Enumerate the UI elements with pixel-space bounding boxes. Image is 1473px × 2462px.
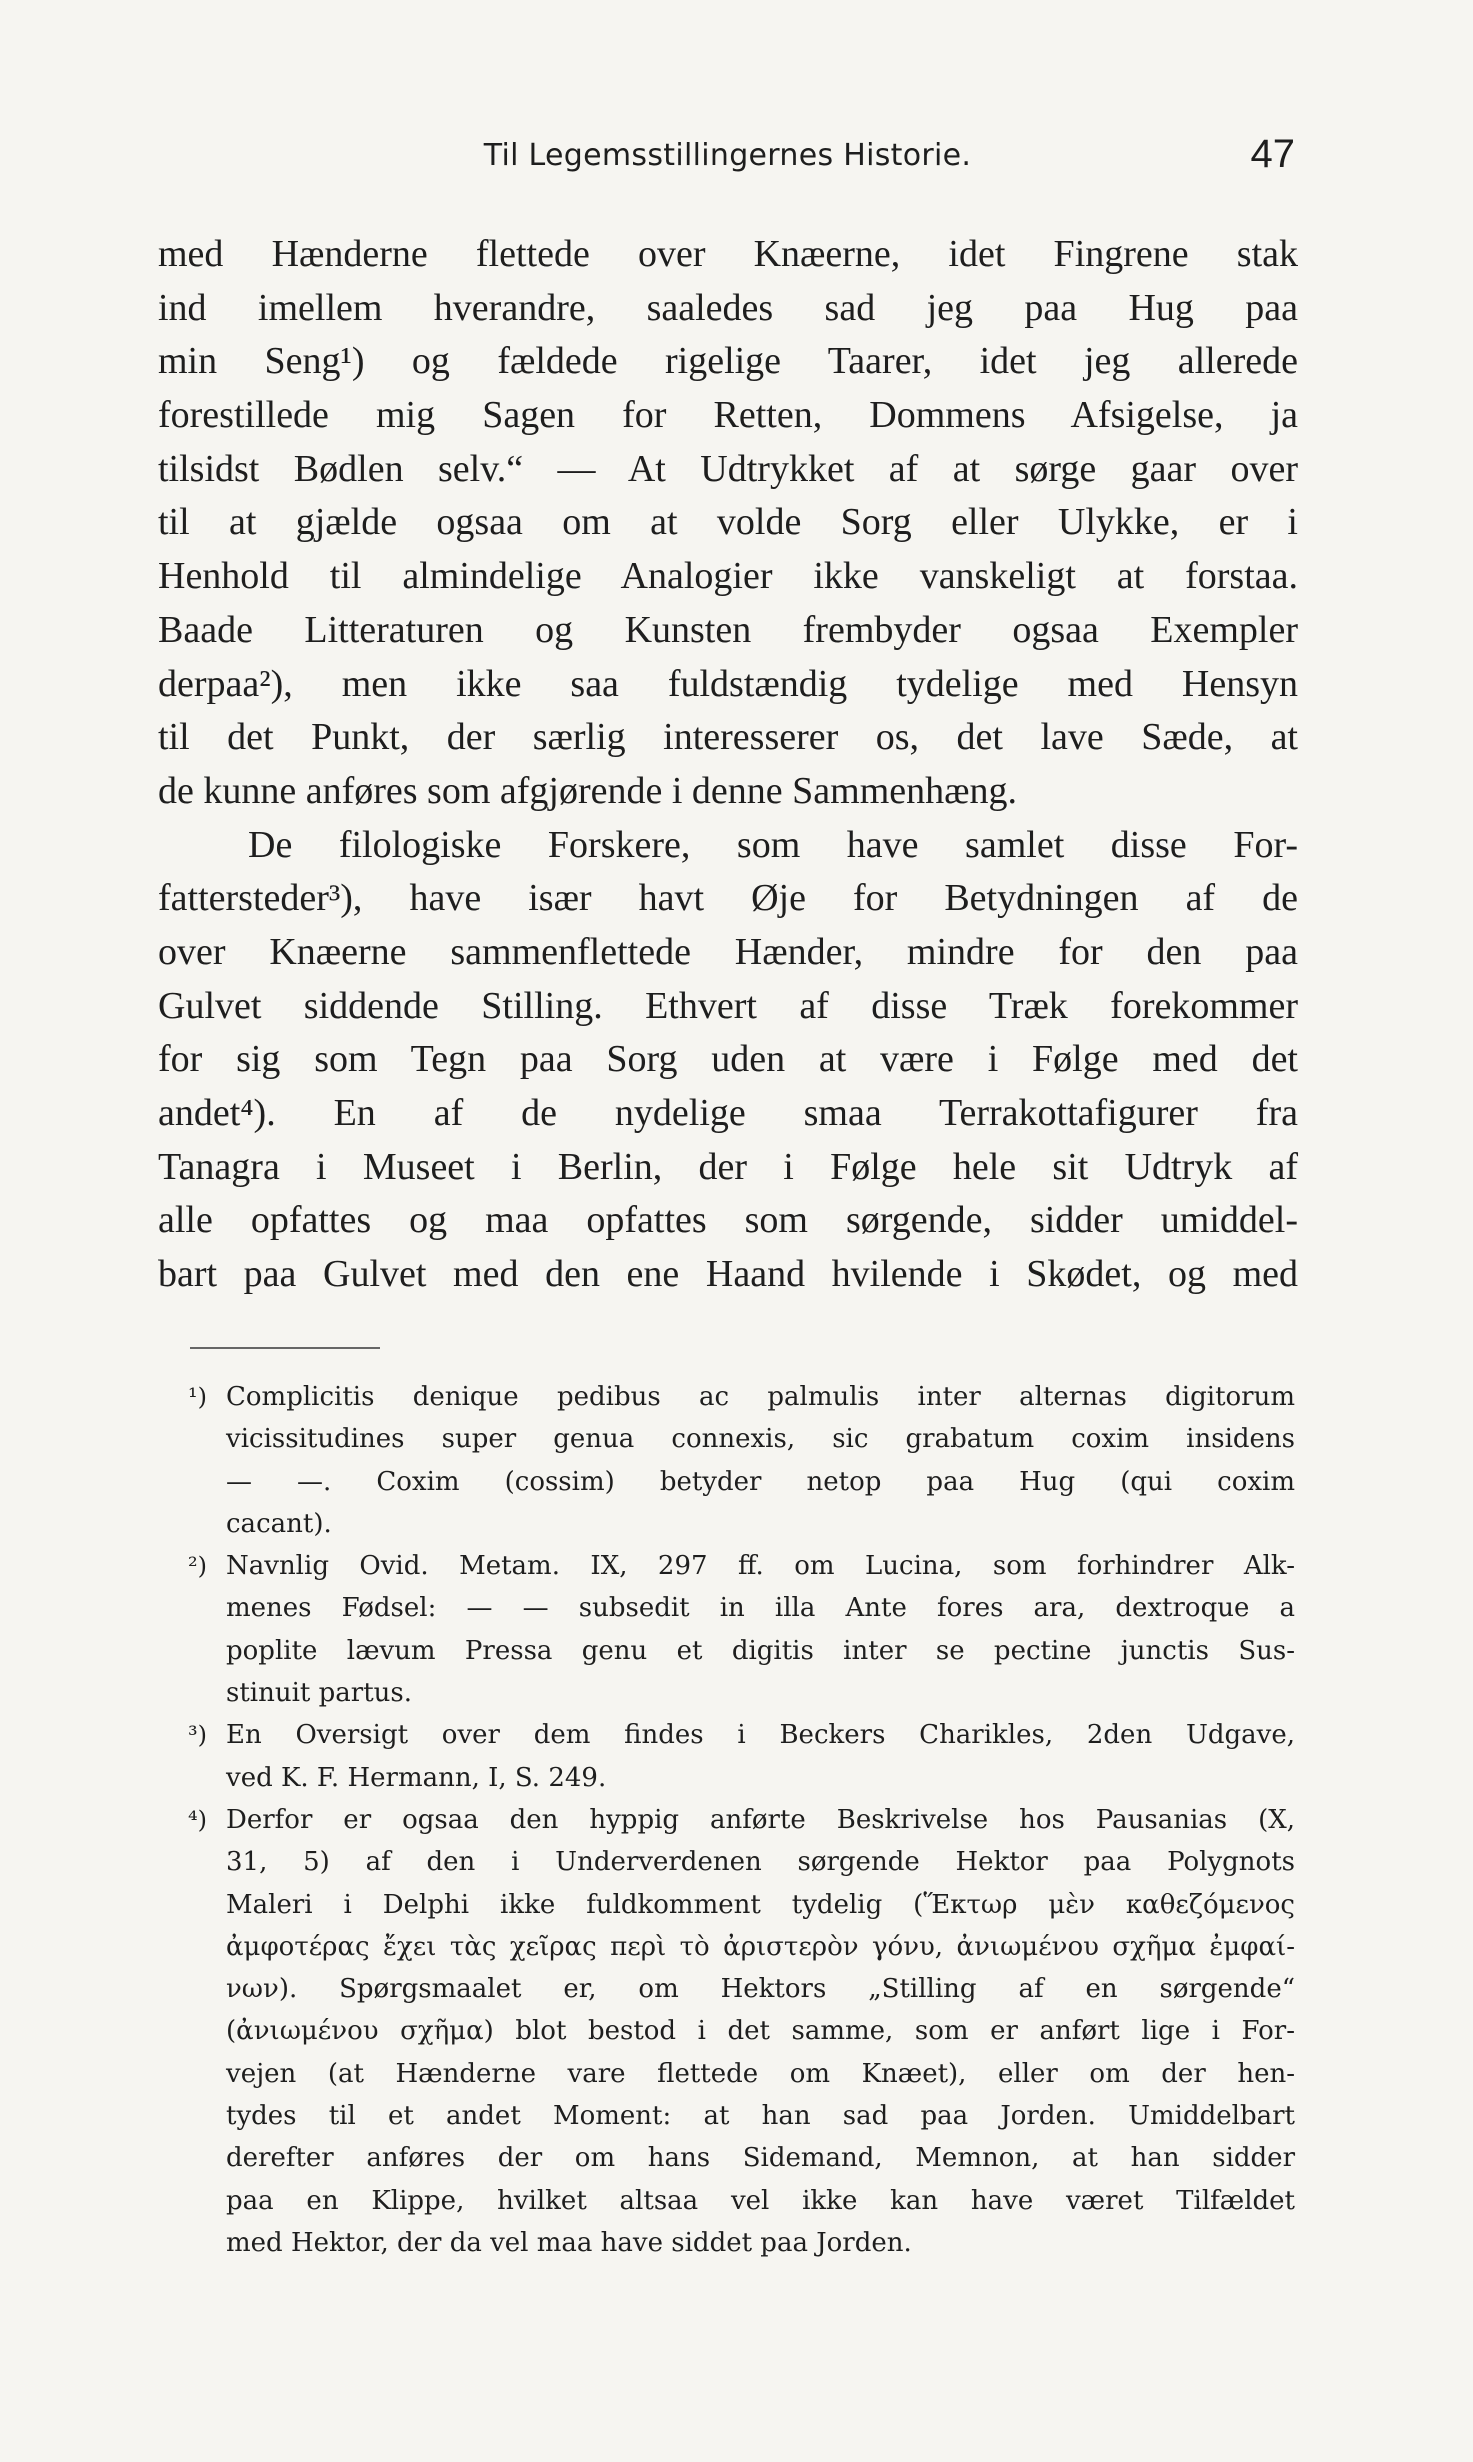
footnote-3	[180, 1714, 1295, 1799]
running-title: Til Legemsstillingernes Historie.	[483, 138, 972, 173]
body-line: til det Punkt, der særlig interesserer os, det lave Sæde, at	[158, 716, 1298, 759]
body-line: min Seng¹) og fældede rigelige Taarer, idet jeg allerede	[158, 340, 1298, 383]
footnote-marker: ²)	[188, 1552, 207, 1581]
page-number: 47	[1250, 132, 1295, 176]
body-line: Henhold til almindelige Analogier ikke vanskeligt at forstaa.	[158, 555, 1298, 598]
footnote-line: menes Fødsel: — — subsedit in illa Ante fores ara, dextroque a	[226, 1593, 1295, 1624]
footnote-line: ³) En Oversigt over dem findes i Beckers Charikles, 2den Udgave,	[180, 1714, 1295, 1756]
footnote-line: stinuit partus.	[226, 1678, 412, 1709]
body-line: Tanagra i Museet i Berlin, der i Følge hele sit Udtryk af	[158, 1145, 1298, 1188]
body-text	[158, 228, 1298, 1302]
body-line: derpaa²), men ikke saa fuldstændig tydelige med Hensyn	[158, 662, 1298, 705]
body-line: Baade Litteraturen og Kunsten frembyder ogsaa Exempler	[158, 608, 1298, 651]
body-line: forestillede mig Sagen for Retten, Dommens Afsigelse, ja	[158, 394, 1298, 437]
footnote-line: paa en Klippe, hvilket altsaa vel ikke kan have været Tilfældet	[226, 2185, 1295, 2216]
footnote-marker: ⁴)	[188, 1805, 207, 1834]
footnote-line: poplite lævum Pressa genu et digitis inter se pectine junctis Sus-	[226, 1635, 1295, 1666]
body-line: til at gjælde ogsaa om at volde Sorg eller Ulykke, er i	[158, 501, 1298, 544]
footnote-line: νων). Spørgsmaalet er, om Hektors „Stilling af en sørgende“	[226, 1974, 1295, 2005]
footnote-line: vejen (at Hænderne vare flettede om Knæet), eller om der hen-	[226, 2058, 1295, 2089]
body-line: alle opfattes og maa opfattes som sørgende, sidder umiddel-	[158, 1199, 1298, 1242]
body-line: De filologiske Forskere, som have samlet disse For-	[248, 823, 1298, 866]
footnote-line: ²) Navnlig Ovid. Metam. IX, 297 ff. om Lucina, som forhindrer Alk-	[180, 1545, 1295, 1587]
running-head	[160, 132, 1295, 188]
footnote-2	[180, 1545, 1295, 1714]
footnote-divider	[190, 1347, 380, 1349]
footnote-line: 31, 5) af den i Underverdenen sørgende Hektor paa Polygnots	[226, 1847, 1295, 1878]
footnote-line: med Hektor, der da vel maa have siddet paa Jorden.	[226, 2227, 912, 2258]
body-line: fattersteder³), have især havt Øje for Betydningen af de	[158, 877, 1298, 920]
body-line: andet⁴). En af de nydelige smaa Terrakottafigurer fra	[158, 1092, 1298, 1134]
footnote-4	[180, 1799, 1295, 2264]
footnote-line: tydes til et andet Moment: at han sad paa Jorden. Umiddelbart	[226, 2101, 1295, 2132]
body-line: tilsidst Bødlen selv.“ — At Udtrykket af at sørge gaar over	[158, 447, 1298, 490]
body-line: bart paa Gulvet med den ene Haand hvilende i Skødet, og med	[158, 1253, 1298, 1296]
footnote-1	[180, 1376, 1295, 1545]
footnote-line: cacant).	[226, 1508, 332, 1539]
footnotes	[180, 1376, 1295, 2264]
footnote-line: ¹) Complicitis denique pedibus ac palmulis inter alternas digitorum	[180, 1376, 1295, 1418]
body-line: for sig som Tegn paa Sorg uden at være i Følge med det	[158, 1038, 1298, 1081]
footnote-line: ἀμφοτέρας ἔχει τὰς χεῖρας περὶ τὸ ἀριστερὸν γόνυ, ἀνιωμένου σχῆμα ἐμφαί-	[226, 1931, 1295, 1962]
body-line: Gulvet siddende Stilling. Ethvert af disse Træk forekommer	[158, 984, 1298, 1027]
footnote-line: vicissitudines super genua connexis, sic grabatum coxim insidens	[226, 1424, 1295, 1455]
footnote-line: ⁴) Derfor er ogsaa den hyppig anførte Beskrivelse hos Pausanias (X,	[180, 1799, 1295, 1841]
footnote-line: (ἀνιωμένου σχῆμα) blot bestod i det samme, som er anført lige i For-	[226, 2016, 1295, 2047]
body-line: ind imellem hverandre, saaledes sad jeg paa Hug paa	[158, 286, 1298, 329]
body-line: de kunne anføres som afgjørende i denne Sammenhæng.	[158, 769, 1017, 812]
footnote-marker: ³)	[188, 1721, 207, 1750]
footnote-line: ved K. F. Hermann, I, S. 249.	[226, 1762, 607, 1793]
footnote-marker: ¹)	[188, 1383, 207, 1411]
body-line: med Hænderne flettede over Knæerne, idet Fingrene stak	[158, 233, 1298, 275]
body-line: over Knæerne sammenflettede Hænder, mindre for den paa	[158, 930, 1298, 973]
footnote-line: Maleri i Delphi ikke fuldkomment tydelig (Ἕκτωρ μὲν καθεζόμενος	[226, 1889, 1295, 1920]
footnote-line: — —. Coxim (cossim) betyder netop paa Hug (qui coxim	[226, 1466, 1295, 1497]
footnote-line: derefter anføres der om hans Sidemand, Memnon, at han sidder	[226, 2143, 1295, 2174]
